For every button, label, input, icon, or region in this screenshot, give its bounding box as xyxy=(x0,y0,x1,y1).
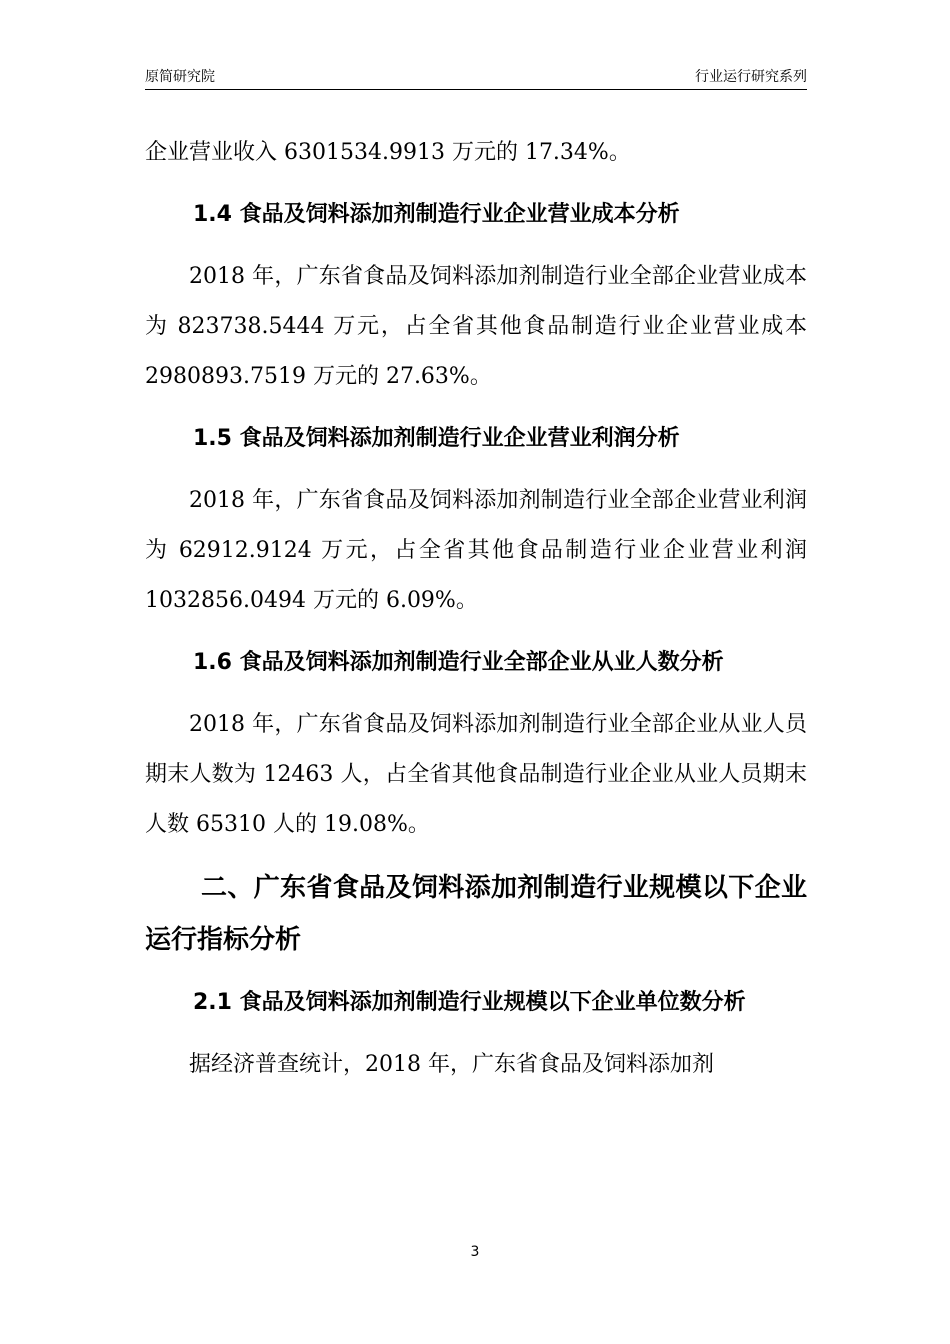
paragraph-operating-profit: 2018 年，广东省食品及饲料添加剂制造行业全部企业营业利润为 62912.9124 万元，占全省其他食品制造行业企业营业利润 1032856.0494 万元的 6.09%。 xyxy=(145,488,807,613)
page-header xyxy=(145,63,807,90)
section-heading-2-1: 2.1 食品及饲料添加剂制造行业规模以下企业单位数分析 xyxy=(193,990,746,1015)
page-number: 3 xyxy=(470,1244,480,1260)
paragraph-continuation: 企业营业收入 6301534.9913 万元的 17.34%。 xyxy=(145,140,631,165)
section-heading-1-6: 1.6 食品及饲料添加剂制造行业全部企业从业人数分析 xyxy=(193,650,724,675)
paragraph-operating-cost: 2018 年，广东省食品及饲料添加剂制造行业全部企业营业成本为 823738.5444 万元，占全省其他食品制造行业企业营业成本 2980893.7519 万元的 27.63%。 xyxy=(145,264,807,389)
chapter-heading-2: 二、广东省食品及饲料添加剂制造行业规模以下企业运行指标分析 xyxy=(145,873,807,955)
header-publisher: 原简研究院 xyxy=(145,69,215,85)
paragraph-unit-count: 据经济普查统计，2018 年，广东省食品及饲料添加剂 xyxy=(189,1052,714,1077)
paragraph-employees: 2018 年，广东省食品及饲料添加剂制造行业全部企业从业人员期末人数为 12463 人，占全省其他食品制造行业企业从业人员期末人数 65310 人的 19.08%。 xyxy=(145,712,807,837)
section-heading-1-5: 1.5 食品及饲料添加剂制造行业企业营业利润分析 xyxy=(193,426,680,451)
header-series-title: 行业运行研究系列 xyxy=(695,69,807,85)
section-heading-1-4: 1.4 食品及饲料添加剂制造行业企业营业成本分析 xyxy=(193,202,680,227)
document-body xyxy=(145,128,807,1090)
